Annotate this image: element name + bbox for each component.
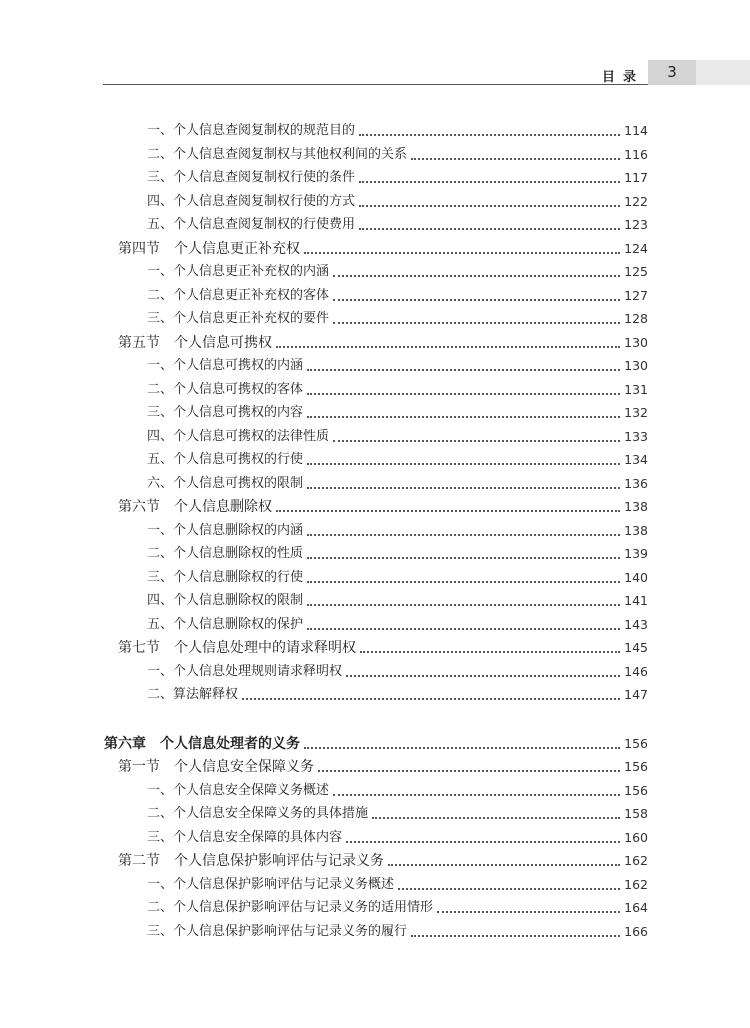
toc-dot-leader [307,604,620,606]
toc-subsection-entry [147,422,648,446]
toc-entry-page: 122 [624,193,648,209]
toc-subsection-entry [147,610,648,634]
toc-subsection-entry [147,893,648,917]
toc-subsection-entry [147,351,648,375]
toc-dot-leader [411,158,620,160]
toc-dot-leader [346,841,620,843]
toc-entry-page: 164 [624,900,648,915]
toc-dot-leader [307,557,620,559]
toc-entry-title: 三、个人信息查阅复制权行使的条件 [147,170,356,185]
toc-dot-leader [359,181,620,183]
toc-section-entry [118,328,648,352]
toc-entry-page: 145 [624,640,648,655]
toc-subsection-entry [147,398,648,422]
toc-entry-title: 第一节 个人信息安全保障义务 [118,759,314,775]
toc-entry-title: 一、个人信息保护影响评估与记录义务概述 [147,876,395,892]
toc-subsection-entry [147,917,648,941]
toc-dot-leader [307,581,620,583]
toc-dot-leader [359,134,620,136]
toc-dot-leader [307,463,620,465]
toc-dot-leader [360,651,620,653]
toc-entry-title: 第六节 个人信息删除权 [118,499,272,515]
toc-entry-page: 158 [624,806,648,821]
toc-subsection-entry [147,375,648,399]
toc-entry-page: 136 [624,475,648,491]
toc-entry-page: 131 [624,381,648,397]
toc-dot-leader [276,510,620,512]
toc-entry-page: 125 [624,264,648,279]
toc-subsection-entry [147,586,648,610]
toc-entry-title: 第二节 个人信息保护影响评估与记录义务 [118,853,384,869]
toc-section-entry [118,234,648,258]
toc-dot-leader [307,416,620,418]
toc-entry-title: 三、个人信息删除权的行使 [147,569,304,585]
toc-section-entry [118,633,648,657]
page-number: 3 [667,63,677,81]
toc-entry-title: 五、个人信息可携权的行使 [147,452,304,467]
toc-dot-leader [307,487,620,489]
toc-entry-page: 138 [624,522,648,538]
toc-subsection-entry [147,140,648,164]
toc-entry-page: 156 [624,735,648,751]
toc-section-entry [118,492,648,516]
toc-entry-page: 117 [624,170,648,185]
page-tab-edge [696,60,750,85]
toc-dot-leader [333,275,620,277]
toc-dot-leader [318,770,620,772]
toc-subsection-entry [147,116,648,140]
toc-entry-page: 162 [624,853,648,868]
toc-entry-title: 三、个人信息安全保障的具体内容 [147,829,343,845]
toc-entry-title: 四、个人信息查阅复制权行使的方式 [147,193,356,209]
toc-entry-page: 116 [624,146,648,162]
toc-entry-page: 123 [624,217,648,232]
toc-subsection-entry [147,680,648,704]
toc-subsection-entry [147,163,648,187]
toc-entry-title: 第四节 个人信息更正补充权 [118,240,300,257]
toc-subsection-entry [147,539,648,563]
toc-dot-leader [372,817,620,819]
toc-entry-page: 156 [624,759,648,774]
toc-dot-leader [388,864,620,866]
toc-entry-title: 一、个人信息查阅复制权的规范目的 [147,123,356,138]
toc-entry-page: 156 [624,782,648,798]
toc-subsection-entry [147,210,648,234]
toc-entry-page: 128 [624,311,648,326]
toc-subsection-entry [147,469,648,493]
toc-entry-page: 134 [624,452,648,467]
toc-entry-page: 139 [624,546,648,561]
running-header-title: 目录 [602,70,645,85]
toc-section-entry [118,752,648,776]
toc-entry-page: 160 [624,829,648,845]
toc-entry-page: 162 [624,876,648,892]
toc-dot-leader [398,888,620,890]
toc-entry-title: 一、个人信息安全保障义务概述 [147,782,330,798]
toc-entry-title: 四、个人信息删除权的限制 [147,593,304,608]
toc-entry-title: 二、算法解释权 [147,687,239,702]
toc-entry-title: 二、个人信息删除权的性质 [147,546,304,561]
toc-entry-title: 第七节 个人信息处理中的请求释明权 [118,640,356,656]
toc-entry-page: 124 [624,240,648,256]
toc-entry-title: 二、个人信息查阅复制权与其他权利间的关系 [147,146,408,162]
toc-entry-title: 二、个人信息可携权的客体 [147,381,304,397]
toc-subsection-entry [147,281,648,305]
toc-subsection-entry [147,516,648,540]
toc-entry-title: 一、个人信息删除权的内涵 [147,522,304,538]
page-number-tab [648,60,696,85]
toc-entry-page: 141 [624,593,648,608]
toc-subsection-entry [147,563,648,587]
toc-entry-page: 132 [624,405,648,420]
toc-entry-page: 130 [624,358,648,373]
toc-subsection-entry [147,445,648,469]
toc-entry-title: 一、个人信息可携权的内涵 [147,358,304,373]
toc-dot-leader [276,346,620,348]
toc-section-entry [118,846,648,870]
toc-subsection-entry [147,657,648,681]
toc-dot-leader [359,205,620,207]
toc-entry-page: 147 [624,687,648,702]
toc-entry-page: 140 [624,569,648,585]
toc-subsection-entry [147,304,648,328]
toc-entry-page: 114 [624,123,648,138]
toc-dot-leader [359,228,620,230]
toc-dot-leader [346,675,620,677]
toc-entry-page: 127 [624,287,648,303]
toc-entry-page: 138 [624,499,648,514]
toc-subsection-entry [147,776,648,800]
toc-entry-title: 一、个人信息处理规则请求释明权 [147,663,343,679]
header-rule [103,84,648,85]
toc-dot-leader [307,628,620,630]
toc-entry-title: 五、个人信息查阅复制权的行使费用 [147,217,356,232]
toc-dot-leader [307,369,620,371]
toc-entry-page: 143 [624,616,648,632]
toc-chapter-entry [104,729,648,753]
toc-entry-title: 二、个人信息保护影响评估与记录义务的适用情形 [147,900,434,915]
toc-subsection-entry [147,870,648,894]
toc-dot-leader [307,393,620,395]
toc-entry-title: 四、个人信息可携权的法律性质 [147,428,330,444]
toc-dot-leader [411,935,620,937]
toc-subsection-entry [147,257,648,281]
toc-dot-leader [333,322,620,324]
toc-subsection-entry [147,187,648,211]
toc-dot-leader [307,534,620,536]
toc-entry-title: 一、个人信息更正补充权的内涵 [147,264,330,279]
toc-entry-title: 六、个人信息可携权的限制 [147,475,304,491]
toc-dot-leader [242,698,620,700]
toc-subsection-entry [147,823,648,847]
toc-dot-leader [333,440,620,442]
toc-entry-title: 二、个人信息安全保障义务的具体措施 [147,806,369,821]
toc-entry-title: 五、个人信息删除权的保护 [147,616,304,632]
toc-dot-leader [304,747,620,749]
toc-entry-title: 二、个人信息更正补充权的客体 [147,287,330,303]
toc-dot-leader [437,911,620,913]
toc-entry-page: 146 [624,663,648,679]
toc-entry-title: 三、个人信息可携权的内容 [147,405,304,420]
toc-entry-page: 130 [624,334,648,350]
toc-entry-page: 166 [624,923,648,939]
toc-dot-leader [333,299,620,301]
toc-dot-leader [304,252,620,254]
toc-entry-page: 133 [624,428,648,444]
toc-dot-leader [333,794,620,796]
toc-entry-title: 第六章 个人信息处理者的义务 [104,735,300,752]
toc-entry-title: 三、个人信息保护影响评估与记录义务的履行 [147,923,408,939]
toc-entry-title: 第五节 个人信息可携权 [118,334,272,351]
toc-entry-title: 三、个人信息更正补充权的要件 [147,311,330,326]
toc-subsection-entry [147,799,648,823]
